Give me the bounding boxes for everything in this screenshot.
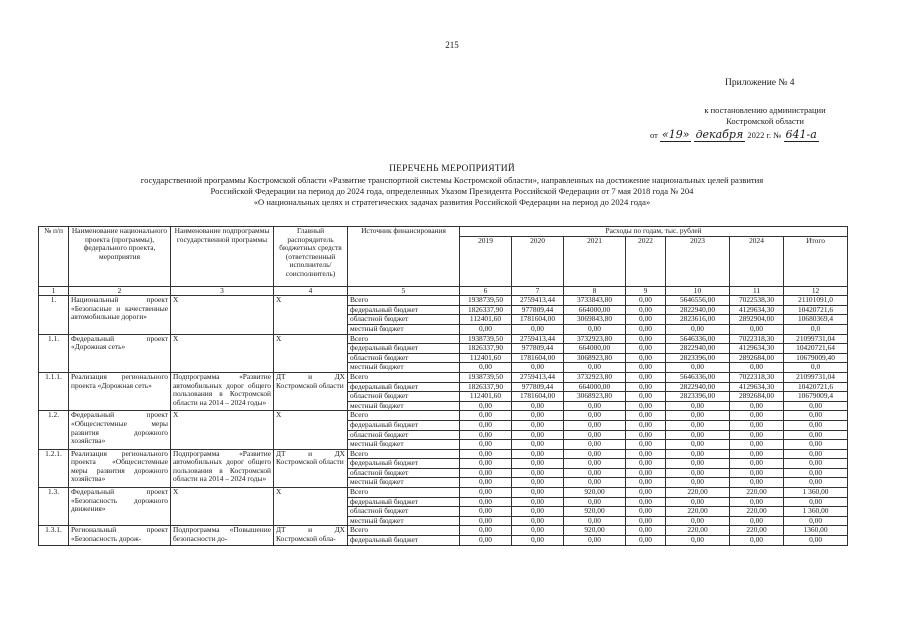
row-value-cell: 0,00 (666, 478, 730, 488)
row-value-cell: 0,00 (626, 305, 666, 315)
row-value-cell: 0,00 (460, 526, 512, 536)
row-funding-source: областной бюджет (348, 315, 460, 325)
row-value-cell: 0,00 (666, 401, 730, 411)
row-value-cell: 0,00 (512, 478, 564, 488)
row-value-cell: 0,00 (626, 536, 666, 546)
measures-table (38, 226, 848, 546)
row-value-cell: 5646336,00 (666, 334, 730, 344)
row-funding-source: федеральный бюджет (348, 459, 460, 469)
title-line-1: государственной программы Костромской области «Развитие транспортной системы Костромской области», направленных на достижение национальных целей развития (140, 175, 764, 185)
row-value-cell: 2892684,00 (730, 392, 784, 402)
row-value-cell: 0,00 (460, 430, 512, 440)
row-value-cell: 0,00 (784, 497, 848, 507)
row-number: 1.3. (39, 488, 69, 526)
row-measure-name: Реализация регионального проекта «Общесистемные меры развития дорожного хозяйства» (69, 449, 171, 487)
row-value-cell: 0,00 (512, 401, 564, 411)
row-value-cell: 2892684,00 (730, 353, 784, 363)
title-line-3: «О национальных целях и стратегических задачах развития Российской Федерации на период до 2024 года» (253, 197, 651, 207)
row-value-cell: 220,00 (730, 507, 784, 517)
row-value-cell: 0,00 (730, 440, 784, 450)
col-header-year: 2021 (564, 236, 626, 286)
row-subprogram: Х (171, 411, 274, 449)
col-header-num: № п/п (39, 227, 69, 287)
column-index: 10 (666, 286, 730, 296)
row-funding-source: областной бюджет (348, 353, 460, 363)
row-value-cell: 0,00 (666, 430, 730, 440)
row-value-cell: 0,00 (512, 526, 564, 536)
decree-year: 2022 г. № (747, 130, 782, 140)
column-index: 1 (39, 286, 69, 296)
row-value-cell: 0,00 (666, 420, 730, 430)
row-value-cell: 0,00 (626, 420, 666, 430)
row-value-cell: 1 360,00 (784, 507, 848, 517)
row-funding-source: областной бюджет (348, 430, 460, 440)
row-funding-source: областной бюджет (348, 468, 460, 478)
row-funding-source: федеральный бюджет (348, 536, 460, 546)
row-value-cell: 0,00 (784, 449, 848, 459)
row-funding-source: федеральный бюджет (348, 382, 460, 392)
row-value-cell: 0,00 (666, 497, 730, 507)
row-value-cell: 0,00 (730, 401, 784, 411)
row-value-cell: 2759413,44 (512, 372, 564, 382)
row-value-cell: 1938739,50 (460, 296, 512, 306)
row-value-cell: 0,00 (512, 488, 564, 498)
row-value-cell: 0,00 (626, 516, 666, 526)
row-funding-source: местный бюджет (348, 363, 460, 373)
row-value-cell: 0,00 (730, 420, 784, 430)
row-value-cell: 977809,44 (512, 305, 564, 315)
page-cut-edge (0, 628, 904, 640)
row-value-cell: 0,00 (626, 344, 666, 354)
row-value-cell: 0,00 (564, 478, 626, 488)
row-value-cell: 664000,00 (564, 344, 626, 354)
row-value-cell: 0,00 (512, 536, 564, 546)
row-value-cell: 4129634,30 (730, 382, 784, 392)
row-value-cell: 920,00 (564, 488, 626, 498)
row-value-cell: 920,00 (564, 526, 626, 536)
column-index: 2 (69, 286, 171, 296)
row-value-cell: 0,00 (730, 497, 784, 507)
title-line-2: Российской Федерации на период до 2024 года, определенных Указом Президента Российской Федерации от 7 мая 2018 года № 204 (210, 186, 694, 196)
column-index: 12 (784, 286, 848, 296)
row-funding-source: местный бюджет (348, 324, 460, 334)
row-value-cell: 7022538,30 (730, 296, 784, 306)
row-value-cell: 10679009,40 (784, 353, 848, 363)
row-measure-name: Национальный проект «Безопасные и качественные автомобильные дороги» (69, 296, 171, 334)
row-value-cell: 0,00 (460, 478, 512, 488)
row-value-cell: 0,00 (626, 449, 666, 459)
row-funding-source: местный бюджет (348, 440, 460, 450)
row-value-cell: 0,00 (730, 324, 784, 334)
row-value-cell: 0,00 (626, 315, 666, 325)
row-value-cell: 0,00 (460, 536, 512, 546)
row-funding-source: Всего (348, 449, 460, 459)
row-value-cell: 0,00 (626, 401, 666, 411)
row-measure-name: Федеральный проект «Дорожная сеть» (69, 334, 171, 372)
row-value-cell: 0,00 (512, 363, 564, 373)
row-subprogram: Х (171, 488, 274, 526)
row-value-cell: 0,00 (460, 401, 512, 411)
decree-date (650, 128, 819, 141)
row-value-cell: 21099731,04 (784, 334, 848, 344)
row-value-cell: 920,00 (564, 507, 626, 517)
row-value-cell: 0,0 (784, 363, 848, 373)
row-value-cell: 0,00 (460, 497, 512, 507)
row-value-cell: 5646556,00 (666, 296, 730, 306)
row-value-cell: 0,00 (564, 516, 626, 526)
row-value-cell: 3732923,80 (564, 372, 626, 382)
row-value-cell: 0,00 (460, 363, 512, 373)
row-value-cell: 0,00 (730, 363, 784, 373)
row-value-cell: 0,00 (730, 430, 784, 440)
row-funding-source: федеральный бюджет (348, 420, 460, 430)
row-value-cell: 2822940,00 (666, 382, 730, 392)
row-value-cell: 0,00 (564, 459, 626, 469)
row-value-cell: 2759413,44 (512, 296, 564, 306)
row-value-cell: 10420721,6 (784, 382, 848, 392)
row-value-cell: 2892904,00 (730, 315, 784, 325)
row-value-cell: 0,00 (460, 468, 512, 478)
row-value-cell: 0,00 (460, 440, 512, 450)
row-value-cell: 0,00 (730, 459, 784, 469)
row-funding-source: федеральный бюджет (348, 497, 460, 507)
row-value-cell: 0,00 (784, 420, 848, 430)
row-value-cell: 977809,44 (512, 382, 564, 392)
col-header-source: Источник финансирования (348, 227, 460, 287)
decree-line-1: к постановлению администрации (704, 105, 826, 115)
row-value-cell: 0,00 (512, 459, 564, 469)
row-number: 1. (39, 296, 69, 334)
row-subprogram: Х (171, 334, 274, 372)
row-value-cell: 0,00 (564, 468, 626, 478)
row-funding-source: Всего (348, 372, 460, 382)
row-value-cell: 10680369,4 (784, 315, 848, 325)
row-value-cell: 0,00 (460, 449, 512, 459)
row-subprogram: Подпрограмма «Повышение безопасности до- (171, 526, 274, 545)
row-value-cell: 0,00 (460, 516, 512, 526)
row-value-cell: 10679009,4 (784, 392, 848, 402)
row-value-cell: 3069843,80 (564, 315, 626, 325)
row-subprogram: Подпрограмма «Развитие автомобильных дорог общего пользования в Костромской области на 2014 – 2024 годы» (171, 449, 274, 487)
table-row (39, 526, 848, 536)
row-value-cell: 0,00 (564, 536, 626, 546)
row-value-cell: 0,00 (626, 392, 666, 402)
row-value-cell: 0,00 (666, 411, 730, 421)
row-value-cell: 0,00 (730, 468, 784, 478)
row-value-cell: 112401,60 (460, 315, 512, 325)
row-subprogram: Подпрограмма «Развитие автомобильных дорог общего пользования в Костромской области на 2014 – 2024 годы» (171, 372, 274, 410)
row-value-cell: 0,00 (730, 478, 784, 488)
row-value-cell: 3068923,80 (564, 392, 626, 402)
row-value-cell: 1781604,00 (512, 392, 564, 402)
row-value-cell: 0,00 (784, 440, 848, 450)
row-value-cell: 0,00 (666, 468, 730, 478)
row-manager: ДТ и ДХ Костромской области (274, 449, 348, 487)
row-value-cell: 0,00 (666, 449, 730, 459)
row-funding-source: местный бюджет (348, 478, 460, 488)
row-value-cell: 0,00 (730, 516, 784, 526)
table-row (39, 488, 848, 498)
row-manager: Х (274, 296, 348, 334)
row-value-cell: 3732923,80 (564, 334, 626, 344)
row-value-cell: 0,00 (666, 440, 730, 450)
row-value-cell: 0,00 (626, 459, 666, 469)
row-value-cell: 0,00 (626, 372, 666, 382)
row-value-cell: 0,00 (626, 478, 666, 488)
decree-line-2: Костромской области (726, 116, 804, 126)
row-funding-source: Всего (348, 296, 460, 306)
table-row (39, 372, 848, 382)
row-value-cell: 220,00 (666, 507, 730, 517)
decree-day: «19» (661, 128, 690, 141)
row-value-cell: 0,00 (626, 324, 666, 334)
row-number: 1.1.1. (39, 372, 69, 410)
row-funding-source: местный бюджет (348, 401, 460, 411)
row-value-cell: 1781604,00 (512, 315, 564, 325)
row-value-cell: 112401,60 (460, 392, 512, 402)
row-value-cell: 1826337,90 (460, 382, 512, 392)
row-value-cell: 7022318,30 (730, 372, 784, 382)
row-measure-name: Федеральный проект «Общесистемные меры развития дорожного хозяйства» (69, 411, 171, 449)
row-subprogram: Х (171, 296, 274, 334)
title-main: ПЕРЕЧЕНЬ МЕРОПРИЯТИЙ (389, 164, 515, 174)
row-measure-name: Реализация регионального проекта «Дорожная сеть» (69, 372, 171, 410)
row-value-cell: 0,00 (460, 411, 512, 421)
row-funding-source: Всего (348, 488, 460, 498)
row-value-cell: 220,00 (666, 488, 730, 498)
col-header-year: 2022 (626, 236, 666, 286)
column-index: 8 (564, 286, 626, 296)
col-header-subprogram: Наименование подпрограммы государственной программы (171, 227, 274, 287)
page-number: 215 (445, 40, 459, 50)
column-index: 6 (460, 286, 512, 296)
row-value-cell: 0,00 (460, 324, 512, 334)
row-value-cell: 0,00 (564, 324, 626, 334)
col-header-year: Итого (784, 236, 848, 286)
row-value-cell: 0,00 (564, 449, 626, 459)
row-value-cell: 0,00 (730, 449, 784, 459)
decree-reference (680, 105, 850, 127)
row-value-cell: 0,00 (784, 536, 848, 546)
row-funding-source: федеральный бюджет (348, 305, 460, 315)
row-value-cell: 0,00 (564, 401, 626, 411)
row-value-cell: 0,00 (784, 411, 848, 421)
row-value-cell: 0,00 (512, 440, 564, 450)
row-value-cell: 0,00 (512, 516, 564, 526)
row-value-cell: 1938739,50 (460, 372, 512, 382)
col-header-year: 2023 (666, 236, 730, 286)
row-value-cell: 21101091,0 (784, 296, 848, 306)
row-value-cell: 4129634,30 (730, 344, 784, 354)
row-value-cell: 0,00 (626, 430, 666, 440)
row-funding-source: Всего (348, 334, 460, 344)
row-value-cell: 2822940,00 (666, 305, 730, 315)
row-value-cell: 21099731,04 (784, 372, 848, 382)
row-funding-source: областной бюджет (348, 507, 460, 517)
row-value-cell: 112401,60 (460, 353, 512, 363)
column-index: 7 (512, 286, 564, 296)
document-title (40, 164, 864, 208)
row-value-cell: 0,00 (512, 420, 564, 430)
row-value-cell: 0,00 (564, 430, 626, 440)
row-value-cell: 0,00 (784, 468, 848, 478)
row-value-cell: 3733843,80 (564, 296, 626, 306)
row-value-cell: 0,00 (512, 449, 564, 459)
row-value-cell: 220,00 (666, 526, 730, 536)
row-value-cell: 0,00 (564, 497, 626, 507)
row-funding-source: местный бюджет (348, 516, 460, 526)
row-value-cell: 220,00 (730, 488, 784, 498)
row-value-cell: 0,00 (512, 430, 564, 440)
row-value-cell: 0,00 (666, 363, 730, 373)
row-value-cell: 0,00 (666, 536, 730, 546)
row-value-cell: 0,00 (512, 324, 564, 334)
row-value-cell: 5646336,00 (666, 372, 730, 382)
row-measure-name: Федеральный проект «Безопасность дорожного движения» (69, 488, 171, 526)
row-value-cell: 0,00 (626, 411, 666, 421)
row-value-cell: 10420721,64 (784, 344, 848, 354)
row-number: 1.3.1. (39, 526, 69, 545)
row-value-cell: 0,00 (784, 459, 848, 469)
row-value-cell: 2823616,00 (666, 315, 730, 325)
row-value-cell: 0,00 (666, 459, 730, 469)
table-row (39, 449, 848, 459)
row-value-cell: 0,00 (460, 507, 512, 517)
row-measure-name: Региональный проект «Безопасность дорож- (69, 526, 171, 545)
row-manager: Х (274, 411, 348, 449)
row-value-cell: 0,00 (626, 497, 666, 507)
row-number: 1.1. (39, 334, 69, 372)
column-index: 5 (348, 286, 460, 296)
row-value-cell: 0,00 (512, 468, 564, 478)
row-value-cell: 0,00 (564, 440, 626, 450)
row-value-cell: 0,00 (784, 478, 848, 488)
row-value-cell: 0,00 (666, 516, 730, 526)
row-funding-source: федеральный бюджет (348, 344, 460, 354)
row-value-cell: 0,00 (626, 488, 666, 498)
table-row (39, 411, 848, 421)
row-value-cell: 3068923,80 (564, 353, 626, 363)
row-value-cell: 1826337,90 (460, 305, 512, 315)
row-value-cell: 1781604,00 (512, 353, 564, 363)
row-value-cell: 664000,00 (564, 305, 626, 315)
row-value-cell: 0,00 (564, 363, 626, 373)
row-manager: ДТ и ДХ Костромской области (274, 372, 348, 410)
row-value-cell: 0,00 (730, 411, 784, 421)
column-index: 9 (626, 286, 666, 296)
row-value-cell: 0,00 (512, 497, 564, 507)
row-value-cell: 2823396,00 (666, 353, 730, 363)
decree-month: декабря (695, 128, 744, 141)
row-value-cell: 0,00 (460, 420, 512, 430)
row-value-cell: 0,00 (626, 296, 666, 306)
row-value-cell: 0,00 (512, 507, 564, 517)
row-value-cell: 0,00 (626, 363, 666, 373)
row-value-cell: 0,00 (460, 488, 512, 498)
column-index: 11 (730, 286, 784, 296)
row-value-cell: 4129634,30 (730, 305, 784, 315)
row-funding-source: Всего (348, 411, 460, 421)
row-value-cell: 0,00 (626, 334, 666, 344)
row-value-cell: 0,00 (626, 440, 666, 450)
table-row (39, 296, 848, 306)
table-row (39, 334, 848, 344)
row-value-cell: 664000,00 (564, 382, 626, 392)
row-value-cell: 0,00 (564, 420, 626, 430)
row-value-cell: 0,00 (730, 536, 784, 546)
row-value-cell: 0,00 (784, 430, 848, 440)
row-value-cell: 1938739,50 (460, 334, 512, 344)
row-value-cell: 10420721,6 (784, 305, 848, 315)
row-value-cell: 2759413,44 (512, 334, 564, 344)
row-value-cell: 1826337,90 (460, 344, 512, 354)
row-value-cell: 0,00 (564, 411, 626, 421)
row-value-cell: 0,0 (784, 324, 848, 334)
row-value-cell: 0,00 (666, 324, 730, 334)
row-value-cell: 0,00 (784, 401, 848, 411)
col-header-name: Наименование национального проекта (программы), федерального проекта, мероприятия (69, 227, 171, 287)
row-value-cell: 0,00 (512, 411, 564, 421)
col-header-year: 2020 (512, 236, 564, 286)
row-manager: ДТ и ДХ Костромской обла- (274, 526, 348, 545)
row-value-cell: 977809,44 (512, 344, 564, 354)
row-number: 1.2. (39, 411, 69, 449)
col-header-expenses: Расходы по годам, тыс. рублей (460, 227, 848, 237)
row-value-cell: 0,00 (626, 507, 666, 517)
row-value-cell: 220,00 (730, 526, 784, 536)
row-funding-source: Всего (348, 526, 460, 536)
row-value-cell: 0,00 (626, 353, 666, 363)
column-index: 4 (274, 286, 348, 296)
decree-prefix: от (650, 130, 658, 140)
row-value-cell: 2823396,00 (666, 392, 730, 402)
row-number: 1.2.1. (39, 449, 69, 487)
col-header-year: 2019 (460, 236, 512, 286)
row-value-cell: 1360,00 (784, 526, 848, 536)
column-index: 3 (171, 286, 274, 296)
row-value-cell: 0,00 (626, 468, 666, 478)
row-value-cell: 0,00 (626, 382, 666, 392)
decree-number: 641-а (785, 128, 817, 141)
col-header-year: 2024 (730, 236, 784, 286)
row-value-cell: 1 360,00 (784, 488, 848, 498)
row-manager: Х (274, 488, 348, 526)
row-value-cell: 0,00 (460, 459, 512, 469)
row-value-cell: 7022318,30 (730, 334, 784, 344)
col-header-manager: Главный распорядитель бюджетных средств (ответственный исполнитель/ соисполнитель) (274, 227, 348, 287)
row-manager: Х (274, 334, 348, 372)
row-value-cell: 0,00 (784, 516, 848, 526)
row-funding-source: областной бюджет (348, 392, 460, 402)
row-value-cell: 2822940,00 (666, 344, 730, 354)
appendix-label: Приложение № 4 (725, 78, 795, 88)
row-value-cell: 0,00 (626, 526, 666, 536)
